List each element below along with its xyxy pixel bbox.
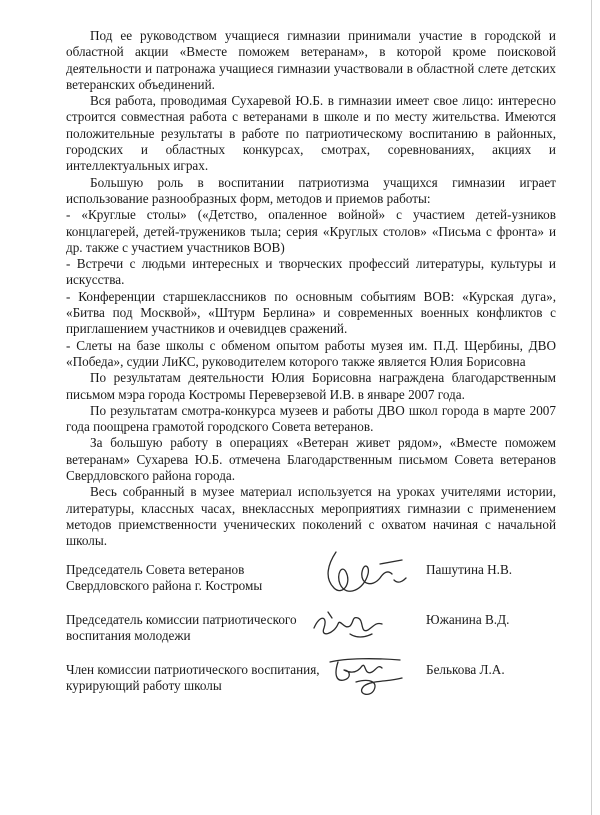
- paragraph-round-tables: - «Круглые столы» («Детство, опаленное войной» с участием детей-узников концлагерей, детей-тружеников тыла; серия «Круглых столов» «Письма с фронта» и др. также с участием участников ВОВ): [66, 207, 556, 255]
- handwritten-signature-icon: [316, 652, 426, 706]
- signatory-name: Южанина В.Д.: [426, 612, 510, 627]
- paragraph-conferences: - Конференции старшеклассников по основным событиям ВОВ: «Курская дуга», «Битва под Москвой», «Штурм Берлина» и современных военных конфликтов с приглашением участников и очевидцев сражений.: [66, 288, 556, 337]
- signatory-role: Председатель комиссии патриотического воспитания молодежи: [66, 612, 297, 644]
- paragraph-guidance: Под ее руководством учащиеся гимназии принимали участие в городской и областной акции «Вместе поможем ветеранам», в которой кроме поисковой деятельности и патронажа учащиеся гимназии участвовали в областной слете детских ветеранских объединений.: [66, 28, 556, 92]
- paragraph-methods: Большую роль в воспитании патриотизма учащихся гимназии играет использование разнообразных форм, методов и приемов работы:: [66, 174, 556, 206]
- signature-row: [66, 662, 556, 712]
- signature-block: [66, 562, 556, 712]
- paragraph-award-council: За большую работу в операциях «Ветеран живет рядом», «Вместе поможем ветеранам» Сухарева Ю.Б. отмечена Благодарственным письмом Совета ветеранов Свердловского района города.: [66, 435, 556, 484]
- paragraph-award-diploma: По результатам смотра-конкурса музеев и работы ДВО школ города в марте 2007 года поощрена грамотой городского Совета ветеранов.: [66, 402, 556, 435]
- letter-body: [66, 28, 556, 550]
- signatory-role: Председатель Совета ветеранов Свердловского района г. Костромы: [66, 562, 263, 594]
- handwritten-signature-icon: [306, 604, 406, 648]
- signature-row: [66, 612, 556, 662]
- handwritten-signature-icon: [306, 544, 416, 608]
- paragraph-museum: Весь собранный в музее материал используется на уроках учителями истории, литературы, классных часах, внеклассных мероприятиях гимназии с применением методов приемственности ученических поколений с охватом начиная с начальной школы.: [66, 484, 556, 549]
- paragraph-work: Вся работа, проводимая Сухаревой Ю.Б. в гимназии имеет свое лицо: интересно строится совместная работа с ветеранами в школе и по месту жительства. Имеются положительные результаты в работе по патриотическому воспитанию в районных, городских и областных конкурсах, смотрах, соревнованиях, акциях и интеллектуальных играх.: [66, 93, 556, 174]
- paragraph-meetings: - Встречи с людьми интересных и творческих профессий литературы, культуры и искусства.: [66, 256, 556, 288]
- signatory-name: Пашутина Н.В.: [426, 562, 513, 577]
- signatory-role: Член комиссии патриотического воспитания, курирующий работу школы: [66, 662, 320, 694]
- signatory-name: Белькова Л.А.: [426, 662, 505, 677]
- paragraph-rallies: - Слеты на базе школы с обменом опытом работы музея им. П.Д. Щербины, ДВО «Победа», судии ЛиКС, руководителем которого также является Юлия Борисовна: [66, 337, 556, 369]
- paragraph-award-letter: По результатам деятельности Юлия Борисовна награждена благодарственным письмом мэра города Костромы Переверзевой И.В. в январе 2007 года.: [66, 370, 556, 402]
- scan-edge: [591, 0, 592, 815]
